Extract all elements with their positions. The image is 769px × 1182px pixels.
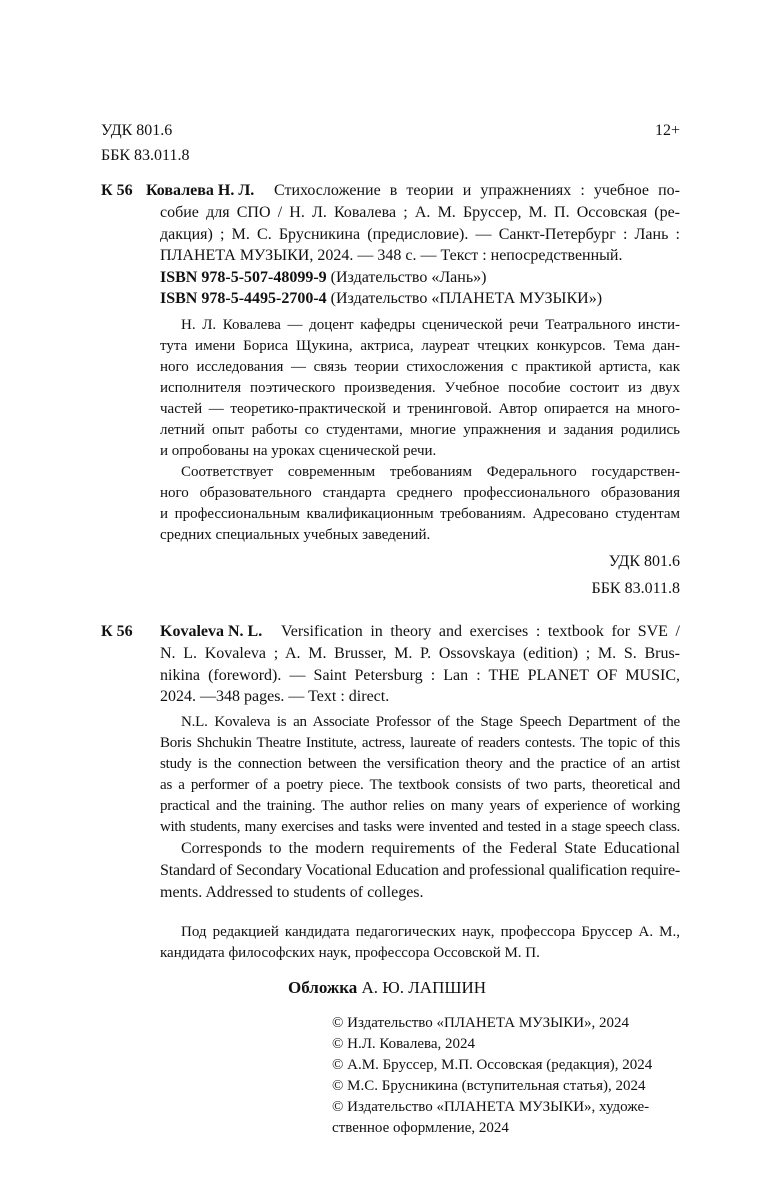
editors-line: кандидата философских наук, профессора Оссовской М. П.	[160, 945, 540, 961]
ru-entry-udk: УДК 801.6	[608, 553, 680, 570]
en-abstract-line: Boris Shchukin Theatre Institute, actress, laureate of readers contests. The topic of this	[160, 735, 680, 751]
ru-abstract-line: летний опыт работы со студентами, многие упражнения и задания родились	[160, 422, 680, 438]
isbn-publisher: (Издательство «Лань»)	[330, 269, 487, 286]
isbn-number: 978-5-507-48099-9	[201, 269, 327, 286]
ru-abstract-line: Соответствует современным требованиям Федерального государствен-	[181, 464, 680, 480]
ru-entry-line: собие для СПО / Н. Л. Ковалева ; А. М. Бруссер, М. П. Оссовская (ре-	[160, 204, 680, 221]
cover-credit	[288, 978, 486, 998]
ru-abstract-line: Н. Л. Ковалева — доцент кафедры сценической речи Театрального инсти-	[181, 317, 680, 333]
isbn-line	[160, 289, 602, 309]
ru-abstract-line: и профессиональным квалификационным требованиям. Адресовано студентам	[160, 506, 680, 522]
ru-entry-line: дакция) ; М. С. Брусникина (предисловие). — Санкт-Петербург : Лань :	[160, 226, 680, 243]
ru-entry-author: Ковалева Н. Л.	[146, 182, 255, 199]
editors-line: Под редакцией кандидата педагогических наук, профессора Бруссер А. М.,	[181, 924, 680, 940]
cover-label: Обложка	[288, 978, 358, 997]
isbn-label: ISBN	[160, 290, 198, 307]
copyright-line: ственное оформление, 2024	[332, 1120, 509, 1136]
copyright-line: © Издательство «ПЛАНЕТА МУЗЫКИ», художе-	[332, 1099, 650, 1115]
ru-entry-line: ПЛАНЕТА МУЗЫКИ, 2024. — 348 с. — Текст : непосредственный.	[160, 247, 623, 264]
en-abstract-line: practical and the training. The author relies on many years of experience of working	[160, 798, 680, 814]
en-entry-code: К 56	[101, 623, 133, 640]
ru-abstract-line: частей — теоретико-практической и тренинговой. Автор опирается на много-	[160, 401, 680, 417]
ru-abstract-line: ного образовательного стандарта среднего профессионального образования	[160, 485, 680, 501]
en-entry-line: N. L. Kovaleva ; A. M. Brusser, M. P. Ossovskaya (edition) ; M. S. Brus-	[160, 645, 680, 662]
ru-entry-bbk: ББК 83.011.8	[591, 580, 680, 597]
ru-abstract-line: исполнителя поэтического произведения. Учебное пособие состоит из двух	[160, 380, 680, 396]
isbn-number: 978-5-4495-2700-4	[201, 290, 327, 307]
en-abstract-line: with students, many exercises and tasks were invented and tested in a stage speech class.	[160, 819, 680, 835]
ru-entry-line: Стихосложение в теории и упражнениях : учебное по-	[274, 182, 680, 199]
ru-abstract-line: средних специальных учебных заведений.	[160, 527, 431, 543]
header-udk: УДК 801.6	[101, 122, 173, 139]
en-abstract-line: as a performer of a poetry piece. The textbook consists of two parts, theoretical and	[160, 777, 680, 793]
en-abstract-line: ments. Addressed to students of colleges.	[160, 884, 424, 901]
age-rating: 12+	[654, 122, 680, 139]
header-bbk: ББК 83.011.8	[101, 147, 190, 164]
en-abstract-line: Standard of Secondary Vocational Education and professional qualification require-	[160, 862, 680, 879]
ru-abstract-line: и опробованы на уроках сценической речи.	[160, 443, 437, 459]
en-abstract-line: N.L. Kovaleva is an Associate Professor of the Stage Speech Department of the	[181, 714, 680, 730]
copyright-line: © Н.Л. Ковалева, 2024	[332, 1036, 476, 1052]
isbn-label: ISBN	[160, 269, 198, 286]
en-entry-author: Kovaleva N. L.	[160, 623, 263, 640]
ru-entry-code: К 56	[101, 182, 133, 199]
en-entry-line: 2024. —348 pages. — Text : direct.	[160, 688, 390, 705]
cover-name: А. Ю. ЛАПШИН	[361, 978, 487, 997]
en-entry-line: nikina (foreword). — Saint Petersburg : Lan : THE PLANET OF MUSIC,	[160, 667, 680, 684]
copyright-line: © Издательство «ПЛАНЕТА МУЗЫКИ», 2024	[332, 1015, 630, 1031]
ru-abstract-line: ного исследования — связь теории стихосложения с практикой артиста, как	[160, 359, 680, 375]
en-abstract-line: study is the connection between the versification theory and the practice of an artist	[160, 756, 680, 772]
isbn-line	[160, 268, 486, 288]
isbn-publisher: (Издательство «ПЛАНЕТА МУЗЫКИ»)	[330, 290, 603, 307]
ru-abstract-line: тута имени Бориса Щукина, актриса, лауреат чтецких конкурсов. Тема дан-	[160, 338, 680, 354]
en-entry-line: Versification in theory and exercises : textbook for SVE /	[281, 623, 680, 640]
copyright-line: © М.С. Брусникина (вступительная статья), 2024	[332, 1078, 646, 1094]
copyright-line: © А.М. Бруссер, М.П. Оссовская (редакция), 2024	[332, 1057, 653, 1073]
en-abstract-line: Corresponds to the modern requirements of the Federal State Educational	[181, 840, 680, 857]
